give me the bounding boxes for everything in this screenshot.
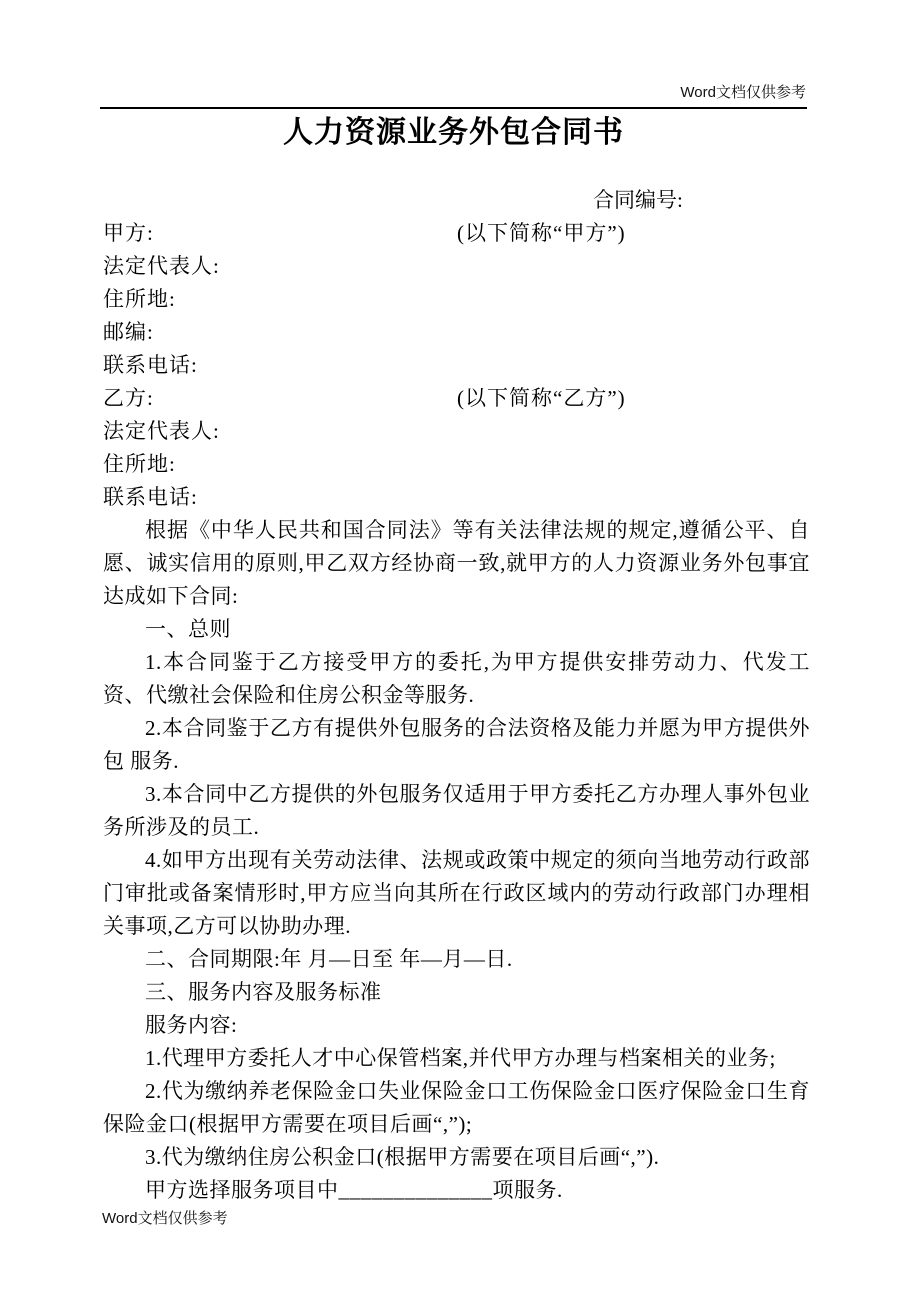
party-label: 住所地: — [103, 287, 176, 311]
contract-paragraph: 1.本合同鉴于乙方接受甲方的委托,为甲方提供安排劳动力、代发工资、代缴社会保险和住房公积金等服务. — [103, 650, 810, 707]
contract-paragraph: 4.如甲方出现有关劳动法律、法规或政策中规定的须向当地劳动行政部门审批或备案情形时,甲方应当向其所在行政区域内的劳动行政部门办理相关事项,乙方可以协助办理. — [103, 848, 810, 938]
party-line — [103, 382, 810, 415]
header-rule — [100, 107, 807, 109]
contract-paragraph: 3.代为缴纳住房公积金口(根据甲方需要在项目后画“,”). — [145, 1145, 660, 1169]
parties-block — [0, 217, 920, 514]
party-line — [103, 349, 810, 382]
page-title: 人力资源业务外包合同书 — [283, 116, 624, 149]
contract-paragraph: 一、总则 — [145, 617, 231, 641]
footer-note: Word文档仅供参考 — [102, 1210, 228, 1227]
contract-paragraph: 服务内容: — [145, 1013, 238, 1037]
party-label: 联系电话: — [103, 485, 198, 509]
contract-number-label: 合同编号: — [593, 188, 683, 212]
party-alias: (以下简称“甲方”) — [457, 221, 626, 245]
contract-paragraph: 2.本合同鉴于乙方有提供外包服务的合法资格及能力并愿为甲方提供外包 服务. — [103, 716, 810, 773]
party-label: 住所地: — [103, 452, 176, 476]
contract-paragraph: 三、服务内容及服务标准 — [145, 980, 382, 1004]
party-line — [103, 415, 810, 448]
contract-paragraph: 甲方选择服务项目中______________项服务. — [145, 1178, 563, 1202]
contract-body — [0, 514, 920, 1207]
contract-paragraph: 2.代为缴纳养老保险金口失业保险金口工伤保险金口医疗保险金口生育保险金口(根据甲方需要在项目后画“,”); — [103, 1079, 810, 1136]
contract-paragraph: 1.代理甲方委托人才中心保管档案,并代甲方办理与档案相关的业务; — [145, 1046, 776, 1070]
party-line — [103, 448, 810, 481]
party-label: 法定代表人: — [103, 419, 220, 443]
party-label: 法定代表人: — [103, 254, 220, 278]
contract-paragraph: 二、合同期限:年 月—日至 年—月—日. — [145, 947, 513, 971]
party-line — [103, 217, 810, 250]
party-label: 联系电话: — [103, 353, 198, 377]
contract-paragraph: 3.本合同中乙方提供的外包服务仅适用于甲方委托乙方办理人事外包业务所涉及的员工. — [103, 782, 810, 839]
party-label: 甲方: — [103, 221, 154, 245]
party-line — [103, 250, 810, 283]
party-alias: (以下简称“乙方”) — [457, 386, 626, 410]
party-line — [103, 283, 810, 316]
header-note: Word文档仅供参考 — [680, 84, 806, 101]
party-label: 邮编: — [103, 320, 154, 344]
party-line — [103, 481, 810, 514]
party-label: 乙方: — [103, 386, 154, 410]
party-line — [103, 316, 810, 349]
contract-paragraph: 根据《中华人民共和国合同法》等有关法律法规的规定,遵循公平、自愿、诚实信用的原则,甲乙双方经协商一致,就甲方的人力资源业务外包事宜达成如下合同: — [103, 518, 810, 608]
